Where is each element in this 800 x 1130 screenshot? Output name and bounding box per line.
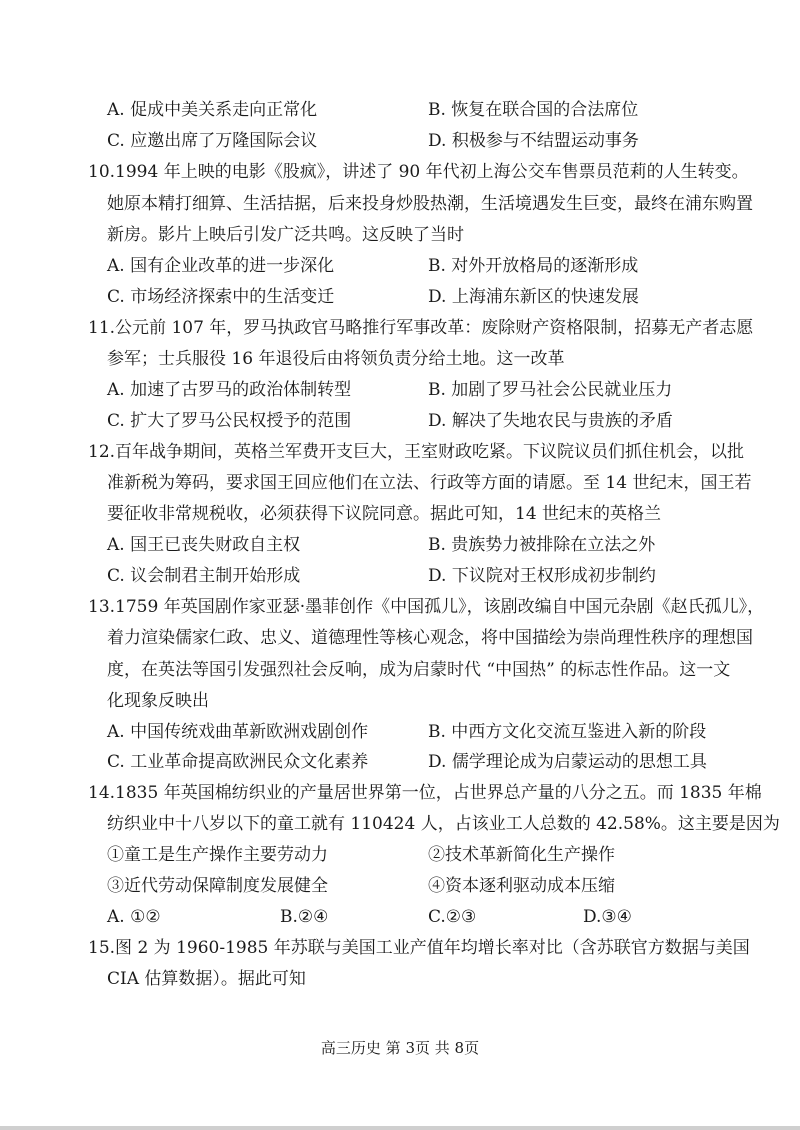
q9-options-row-1	[0, 94, 800, 126]
q13-options-row-1	[0, 716, 800, 748]
q13-options-row-2	[0, 746, 800, 778]
q11-option-c: C. 扩大了罗马公民权授予的范围	[107, 411, 352, 431]
q15-stem-line-1: 15.图 2 为 1960-1985 年苏联与美国工业产值年均增长率对比（含苏联官方数据与美国	[88, 938, 750, 958]
q10-option-c: C. 市场经济探索中的生活变迁	[107, 287, 335, 307]
q9-option-b: B. 恢复在联合国的合法席位	[428, 100, 639, 120]
q14-items-row-2	[0, 870, 800, 902]
q11-options-row-1	[0, 374, 800, 406]
q14-option-c: C.②③	[428, 907, 477, 927]
q14-stem-line-1: 14.1835 年英国棉纺织业的产量居世界第一位，占世界总产量的八分之五。而 1835 年棉	[88, 783, 762, 803]
q11-options-row-2	[0, 405, 800, 437]
q10-stem-line-1: 10.1994 年上映的电影《股疯》，讲述了 90 年代初上海公交车售票员范莉的人生转变。	[88, 162, 749, 182]
q13-stem-line-4: 化现象反映出	[107, 691, 209, 711]
q14-option-b: B.②④	[280, 907, 329, 927]
q13-stem-line-2: 着力渲染儒家仁政、忠义、道德理性等核心观念，将中国描绘为崇尚理性秩序的理想国	[107, 628, 753, 648]
q14-item-4: ④资本逐利驱动成本压缩	[428, 876, 615, 896]
page-bottom-edge	[0, 1126, 800, 1130]
q13-stem-line-3: 度，在英法等国引发强烈社会反响，成为启蒙时代 “中国热” 的标志性作品。这一文	[107, 660, 731, 680]
q12-stem-line-2: 准新税为筹码，要求国王回应他们在立法、行政等方面的请愿。至 14 世纪末，国王若	[107, 473, 752, 493]
q13-option-b: B. 中西方文化交流互鉴进入新的阶段	[428, 722, 707, 742]
q13-option-d: D. 儒学理论成为启蒙运动的思想工具	[428, 752, 707, 772]
q12-option-a: A. 国王已丧失财政自主权	[107, 535, 301, 555]
q11-option-d: D. 解决了失地农民与贵族的矛盾	[428, 411, 673, 431]
q12-options-row-1	[0, 529, 800, 561]
q14-item-3: ③近代劳动保障制度发展健全	[107, 876, 328, 896]
q11-option-b: B. 加剧了罗马社会公民就业压力	[428, 380, 673, 400]
q12-stem-line-3: 要征收非常规税收，必须获得下议院同意。据此可知，14 世纪末的英格兰	[107, 504, 662, 524]
q14-stem-line-2: 纺织业中十八岁以下的童工就有 110424 人，占该业工人总数的 42.58%。这主要是因为	[107, 814, 780, 834]
q14-option-d: D.③④	[583, 907, 632, 927]
q9-option-c: C. 应邀出席了万隆国际会议	[107, 131, 318, 151]
q14-options-row	[0, 901, 800, 933]
q13-option-c: C. 工业革命提高欧洲民众文化素养	[107, 752, 369, 772]
q14-items-row-1	[0, 839, 800, 871]
q15-stem-line-2: CIA 估算数据）。据此可知	[107, 969, 306, 989]
q13-stem-line-1: 13.1759 年英国剧作家亚瑟·墨菲创作《中国孤儿》，该剧改编自中国元杂剧《赵氏孤儿》，	[88, 597, 765, 617]
page-footer: 高三历史 第 3页 共 8页	[320, 1039, 480, 1057]
q10-stem-line-3: 新房。影片上映后引发广泛共鸣。这反映了当时	[107, 225, 464, 245]
q12-option-b: B. 贵族势力被排除在立法之外	[428, 535, 656, 555]
q10-options-row-1	[0, 250, 800, 282]
q13-option-a: A. 中国传统戏曲革新欧洲戏剧创作	[107, 722, 369, 742]
q9-options-row-2	[0, 125, 800, 157]
q10-options-row-2	[0, 281, 800, 313]
q10-option-b: B. 对外开放格局的逐渐形成	[428, 256, 639, 276]
q12-option-d: D. 下议院对王权形成初步制约	[428, 566, 656, 586]
q11-stem-line-2: 参军；士兵服役 16 年退役后由将领负责分给土地。这一改革	[107, 349, 565, 369]
q11-option-a: A. 加速了古罗马的政治体制转型	[107, 380, 352, 400]
q14-option-a: A. ①②	[107, 907, 161, 927]
q12-stem-line-1: 12.百年战争期间，英格兰军费开支巨大，王室财政吃紧。下议院议员们抓住机会，以批	[88, 442, 745, 462]
q10-stem-line-2: 她原本精打细算、生活拮据，后来投身炒股热潮，生活境遇发生巨变，最终在浦东购置	[107, 194, 753, 214]
q12-option-c: C. 议会制君主制开始形成	[107, 566, 301, 586]
q14-item-1: ①童工是生产操作主要劳动力	[107, 845, 328, 865]
q9-option-d: D. 积极参与不结盟运动事务	[428, 131, 639, 151]
q10-option-d: D. 上海浦东新区的快速发展	[428, 287, 639, 307]
q14-item-2: ②技术革新简化生产操作	[428, 845, 615, 865]
q9-option-a: A. 促成中美关系走向正常化	[107, 100, 318, 120]
q11-stem-line-1: 11.公元前 107 年，罗马执政官马略推行军事改革：废除财产资格限制，招募无产者志愿	[88, 318, 754, 338]
q12-options-row-2	[0, 560, 800, 592]
q10-option-a: A. 国有企业改革的进一步深化	[107, 256, 335, 276]
